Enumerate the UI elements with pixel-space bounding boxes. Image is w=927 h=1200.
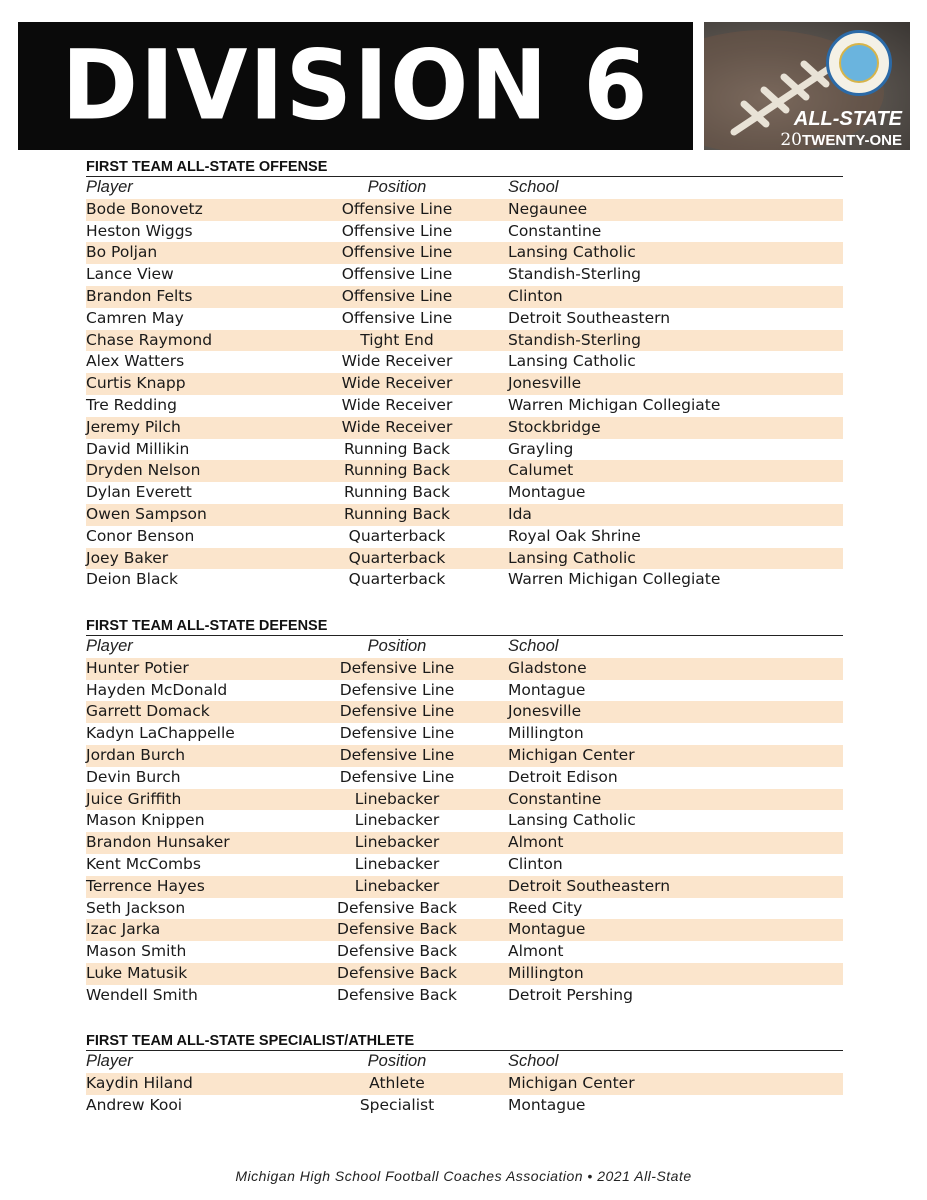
- offense-section: [86, 158, 843, 591]
- player-cell: Mason Knippen: [86, 811, 205, 830]
- table-row: [86, 963, 843, 985]
- position-cell: Linebacker: [354, 876, 440, 895]
- school-cell: Reed City: [508, 898, 583, 917]
- defense-table: [86, 658, 843, 1007]
- player-cell: David Millikin: [86, 439, 190, 458]
- position-cell: Defensive Line: [339, 745, 455, 764]
- position-cell: Defensive Line: [339, 658, 455, 677]
- player-cell: Tre Redding: [86, 395, 177, 414]
- position-column-header: Position: [367, 1052, 427, 1070]
- all-state-logo: [704, 22, 910, 150]
- player-cell: Heston Wiggs: [86, 221, 193, 240]
- position-cell: Linebacker: [354, 811, 440, 830]
- school-cell: Gladstone: [508, 658, 587, 677]
- position-cell: Wide Receiver: [341, 395, 453, 414]
- table-row: [86, 308, 843, 330]
- logo-all-state-text: ALL-STATE: [793, 108, 902, 130]
- school-cell: Jonesville: [508, 702, 582, 721]
- table-row: [86, 373, 843, 395]
- school-cell: Standish-Sterling: [508, 265, 641, 284]
- player-cell: Bode Bonovetz: [86, 199, 203, 218]
- player-cell: Hunter Potier: [86, 658, 189, 677]
- table-row: [86, 701, 843, 723]
- player-cell: Brandon Felts: [86, 286, 193, 305]
- position-cell: Offensive Line: [341, 265, 453, 284]
- position-cell: Offensive Line: [341, 199, 453, 218]
- school-cell: Millington: [508, 724, 584, 743]
- school-cell: Standish-Sterling: [508, 330, 641, 349]
- position-cell: Offensive Line: [341, 243, 453, 262]
- position-cell: Wide Receiver: [341, 417, 453, 436]
- school-cell: Montague: [508, 1095, 586, 1114]
- player-cell: Hayden McDonald: [86, 680, 228, 699]
- player-cell: Juice Griffith: [86, 789, 182, 808]
- table-row: [86, 548, 843, 570]
- table-row: [86, 242, 843, 264]
- position-cell: Running Back: [343, 504, 451, 523]
- player-cell: Dylan Everett: [86, 483, 192, 502]
- player-column-header: Player: [86, 637, 133, 655]
- defense-header-row: [86, 636, 843, 658]
- school-column-header: School: [508, 178, 559, 196]
- school-cell: Detroit Edison: [508, 767, 618, 786]
- division-title: DIVISION 6: [61, 29, 650, 142]
- player-cell: Jordan Burch: [86, 745, 186, 764]
- school-cell: Michigan Center: [508, 745, 635, 764]
- school-cell: Lansing Catholic: [508, 548, 636, 567]
- table-row: [86, 832, 843, 854]
- school-cell: Montague: [508, 920, 586, 939]
- position-column-header: Position: [367, 178, 427, 196]
- player-cell: Devin Burch: [86, 767, 181, 786]
- school-cell: Stockbridge: [508, 417, 601, 436]
- division-banner: [18, 22, 693, 150]
- table-row: [86, 919, 843, 941]
- player-cell: Seth Jackson: [86, 898, 186, 917]
- position-cell: Running Back: [343, 483, 451, 502]
- position-cell: Quarterback: [348, 526, 446, 545]
- player-cell: Kent McCombs: [86, 854, 201, 873]
- table-row: [86, 1095, 843, 1117]
- table-row: [86, 723, 843, 745]
- table-row: [86, 898, 843, 920]
- table-row: [86, 417, 843, 439]
- player-cell: Bo Poljan: [86, 243, 158, 262]
- position-cell: Offensive Line: [341, 286, 453, 305]
- school-cell: Almont: [508, 833, 564, 852]
- position-cell: Linebacker: [354, 789, 440, 808]
- table-row: [86, 286, 843, 308]
- player-cell: Camren May: [86, 308, 184, 327]
- table-row: [86, 569, 843, 591]
- school-cell: Clinton: [508, 854, 563, 873]
- specialist-title: FIRST TEAM ALL-STATE SPECIALIST/ATHLETE: [86, 1032, 843, 1051]
- school-cell: Michigan Center: [508, 1073, 635, 1092]
- school-cell: Constantine: [508, 221, 602, 240]
- table-row: [86, 504, 843, 526]
- school-cell: Negaunee: [508, 199, 588, 218]
- position-cell: Quarterback: [348, 570, 446, 589]
- position-cell: Quarterback: [348, 548, 446, 567]
- player-cell: Terrence Hayes: [86, 876, 205, 895]
- school-cell: Lansing Catholic: [508, 243, 636, 262]
- table-row: [86, 264, 843, 286]
- table-row: [86, 330, 843, 352]
- logo-year-word: TWENTY-ONE: [802, 132, 902, 149]
- school-cell: Constantine: [508, 789, 602, 808]
- table-row: [86, 526, 843, 548]
- table-row: [86, 460, 843, 482]
- school-cell: Lansing Catholic: [508, 811, 636, 830]
- position-cell: Offensive Line: [341, 308, 453, 327]
- table-row: [86, 767, 843, 789]
- table-row: [86, 658, 843, 680]
- position-cell: Defensive Back: [337, 920, 457, 939]
- player-cell: Chase Raymond: [86, 330, 213, 349]
- position-cell: Defensive Line: [339, 680, 455, 699]
- position-cell: Defensive Back: [337, 898, 457, 917]
- position-cell: Linebacker: [354, 854, 440, 873]
- table-row: [86, 221, 843, 243]
- school-cell: Almont: [508, 942, 564, 961]
- school-cell: Warren Michigan Collegiate: [508, 570, 721, 589]
- logo-year-text: [780, 130, 902, 150]
- player-column-header: Player: [86, 178, 133, 196]
- position-cell: Wide Receiver: [341, 374, 453, 393]
- school-cell: Warren Michigan Collegiate: [508, 395, 721, 414]
- defense-title: FIRST TEAM ALL-STATE DEFENSE: [86, 617, 843, 636]
- school-cell: Montague: [508, 483, 586, 502]
- table-row: [86, 789, 843, 811]
- offense-title: FIRST TEAM ALL-STATE OFFENSE: [86, 158, 843, 177]
- table-row: [86, 680, 843, 702]
- player-cell: Joey Baker: [86, 548, 169, 567]
- player-cell: Kaydin Hiland: [86, 1073, 193, 1092]
- player-cell: Luke Matusik: [86, 963, 188, 982]
- school-cell: Detroit Southeastern: [508, 308, 671, 327]
- school-cell: Lansing Catholic: [508, 352, 636, 371]
- player-cell: Izac Jarka: [86, 920, 161, 939]
- position-cell: Specialist: [359, 1095, 435, 1114]
- table-row: [86, 876, 843, 898]
- player-cell: Deion Black: [86, 570, 178, 589]
- player-cell: Conor Benson: [86, 526, 195, 545]
- logo-year-prefix: 20: [780, 130, 802, 150]
- school-column-header: School: [508, 1052, 559, 1070]
- player-cell: Owen Sampson: [86, 504, 207, 523]
- position-cell: Athlete: [369, 1073, 425, 1092]
- player-cell: Mason Smith: [86, 942, 187, 961]
- coaches-association-seal: [826, 30, 892, 96]
- player-cell: Dryden Nelson: [86, 461, 201, 480]
- position-cell: Defensive Line: [339, 724, 455, 743]
- specialist-table: [86, 1073, 843, 1117]
- player-cell: Jeremy Pilch: [86, 417, 181, 436]
- school-cell: Millington: [508, 963, 584, 982]
- player-cell: Garrett Domack: [86, 702, 210, 721]
- position-cell: Tight End: [360, 330, 434, 349]
- school-column-header: School: [508, 637, 559, 655]
- offense-table: [86, 199, 843, 591]
- specialist-header-row: [86, 1051, 843, 1073]
- defense-section: [86, 617, 843, 1007]
- player-cell: Kadyn LaChappelle: [86, 724, 235, 743]
- table-row: [86, 1073, 843, 1095]
- player-cell: Lance View: [86, 265, 174, 284]
- school-cell: Grayling: [508, 439, 574, 458]
- position-cell: Defensive Line: [339, 702, 455, 721]
- table-row: [86, 482, 843, 504]
- school-cell: Montague: [508, 680, 586, 699]
- position-cell: Defensive Back: [337, 985, 457, 1004]
- position-cell: Linebacker: [354, 833, 440, 852]
- table-row: [86, 985, 843, 1007]
- school-cell: Clinton: [508, 286, 563, 305]
- school-cell: Jonesville: [508, 374, 582, 393]
- position-cell: Running Back: [343, 439, 451, 458]
- table-row: [86, 351, 843, 373]
- player-column-header: Player: [86, 1052, 133, 1070]
- school-cell: Detroit Southeastern: [508, 876, 671, 895]
- player-cell: Andrew Kooi: [86, 1095, 183, 1114]
- table-row: [86, 810, 843, 832]
- specialist-section: [86, 1032, 843, 1116]
- school-cell: Royal Oak Shrine: [508, 526, 641, 545]
- table-row: [86, 395, 843, 417]
- player-cell: Curtis Knapp: [86, 374, 186, 393]
- player-cell: Wendell Smith: [86, 985, 198, 1004]
- footer-credit: Michigan High School Football Coaches Association • 2021 All-State: [235, 1168, 692, 1184]
- position-cell: Offensive Line: [341, 221, 453, 240]
- player-cell: Brandon Hunsaker: [86, 833, 230, 852]
- table-row: [86, 941, 843, 963]
- position-cell: Running Back: [343, 461, 451, 480]
- table-row: [86, 439, 843, 461]
- player-cell: Alex Watters: [86, 352, 185, 371]
- position-cell: Defensive Line: [339, 767, 455, 786]
- position-cell: Defensive Back: [337, 942, 457, 961]
- position-column-header: Position: [367, 637, 427, 655]
- position-cell: Defensive Back: [337, 963, 457, 982]
- offense-header-row: [86, 177, 843, 199]
- position-cell: Wide Receiver: [341, 352, 453, 371]
- table-row: [86, 199, 843, 221]
- table-row: [86, 745, 843, 767]
- school-cell: Calumet: [508, 461, 574, 480]
- school-cell: Detroit Pershing: [508, 985, 633, 1004]
- table-row: [86, 854, 843, 876]
- school-cell: Ida: [508, 504, 532, 523]
